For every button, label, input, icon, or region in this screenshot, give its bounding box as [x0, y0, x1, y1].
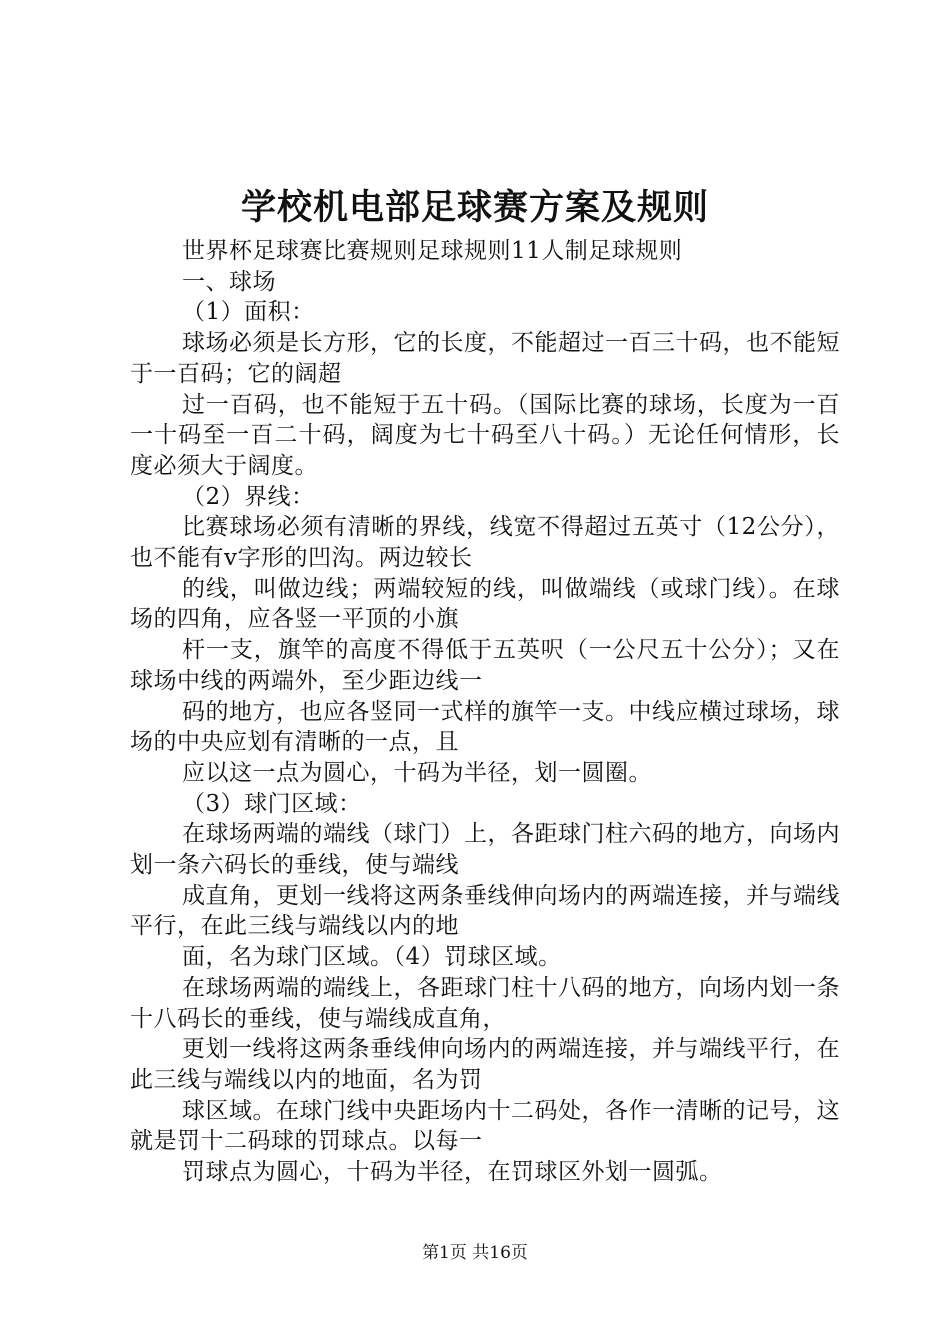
- subsection-heading: （1）面积：: [182, 299, 315, 326]
- paragraph: 在球场两端的端线上，各距球门柱十八码的地方，向场内划一条十八码长的垂线，使与端线成直角，: [130, 974, 840, 1032]
- paragraph: 世界杯足球赛比赛规则足球规则11人制足球规则: [182, 238, 683, 264]
- paragraph: 杆一支，旗竿的高度不得低于五英呎（一公尺五十公分）；又在球场中线的两端外，至少距边线一: [130, 637, 840, 694]
- paragraph: 码的地方，也应各竖同一式样的旗竿一支。中线应横过球场，球场的中央应划有清晰的一点，且: [130, 698, 840, 756]
- subsection-heading: （2）界线：: [182, 483, 315, 510]
- section-heading: 一、球场: [182, 268, 276, 295]
- paragraph: 罚球点为圆心，十码为半径，在罚球区外划一圆弧。: [182, 1159, 723, 1186]
- document-body: [130, 236, 840, 1188]
- paragraph: 应以这一点为圆心，十码为半径，划一圆圈。: [182, 759, 652, 786]
- paragraph: 更划一线将这两条垂线伸向场内的两端连接，并与端线平行，在此三线与端线以内的地面，名为罚: [130, 1036, 840, 1093]
- paragraph: 比赛球场必须有清晰的界线，线宽不得超过五英寸（12公分），也不能有v字形的凹沟。两边较长: [130, 514, 840, 572]
- paragraph: 成直角，更划一线将这两条垂线伸向场内的两端连接，并与端线平行，在此三线与端线以内的地: [130, 882, 840, 940]
- paragraph: 的线，叫做边线；两端较短的线，叫做端线（或球门线）。在球场的四角，应各竖一平顶的小旗: [130, 575, 840, 633]
- paragraph: 在球场两端的端线（球门）上，各距球门柱六码的地方，向场内划一条六码长的垂线，使与端线: [130, 821, 840, 879]
- paragraph: 面，名为球门区域。（4）罚球区域。: [182, 944, 562, 971]
- page-footer: 第1页 共16页: [422, 1243, 528, 1263]
- paragraph: 过一百码，也不能短于五十码。（国际比赛的球场，长度为一百一十码至一百二十码，阔度为七十码至八十码。）无论任何情形，长度必须大于阔度。: [130, 391, 840, 479]
- paragraph: 球区域。在球门线中央距场内十二码处，各作一清晰的记号，这就是罚十二码球的罚球点。以每一: [130, 1097, 840, 1155]
- paragraph: 球场必须是长方形，它的长度，不能超过一百三十码，也不能短于一百码；它的阔超: [130, 330, 840, 387]
- subsection-heading: （3）球门区域：: [182, 790, 362, 817]
- document-title: 学校机电部足球赛方案及规则: [240, 187, 709, 228]
